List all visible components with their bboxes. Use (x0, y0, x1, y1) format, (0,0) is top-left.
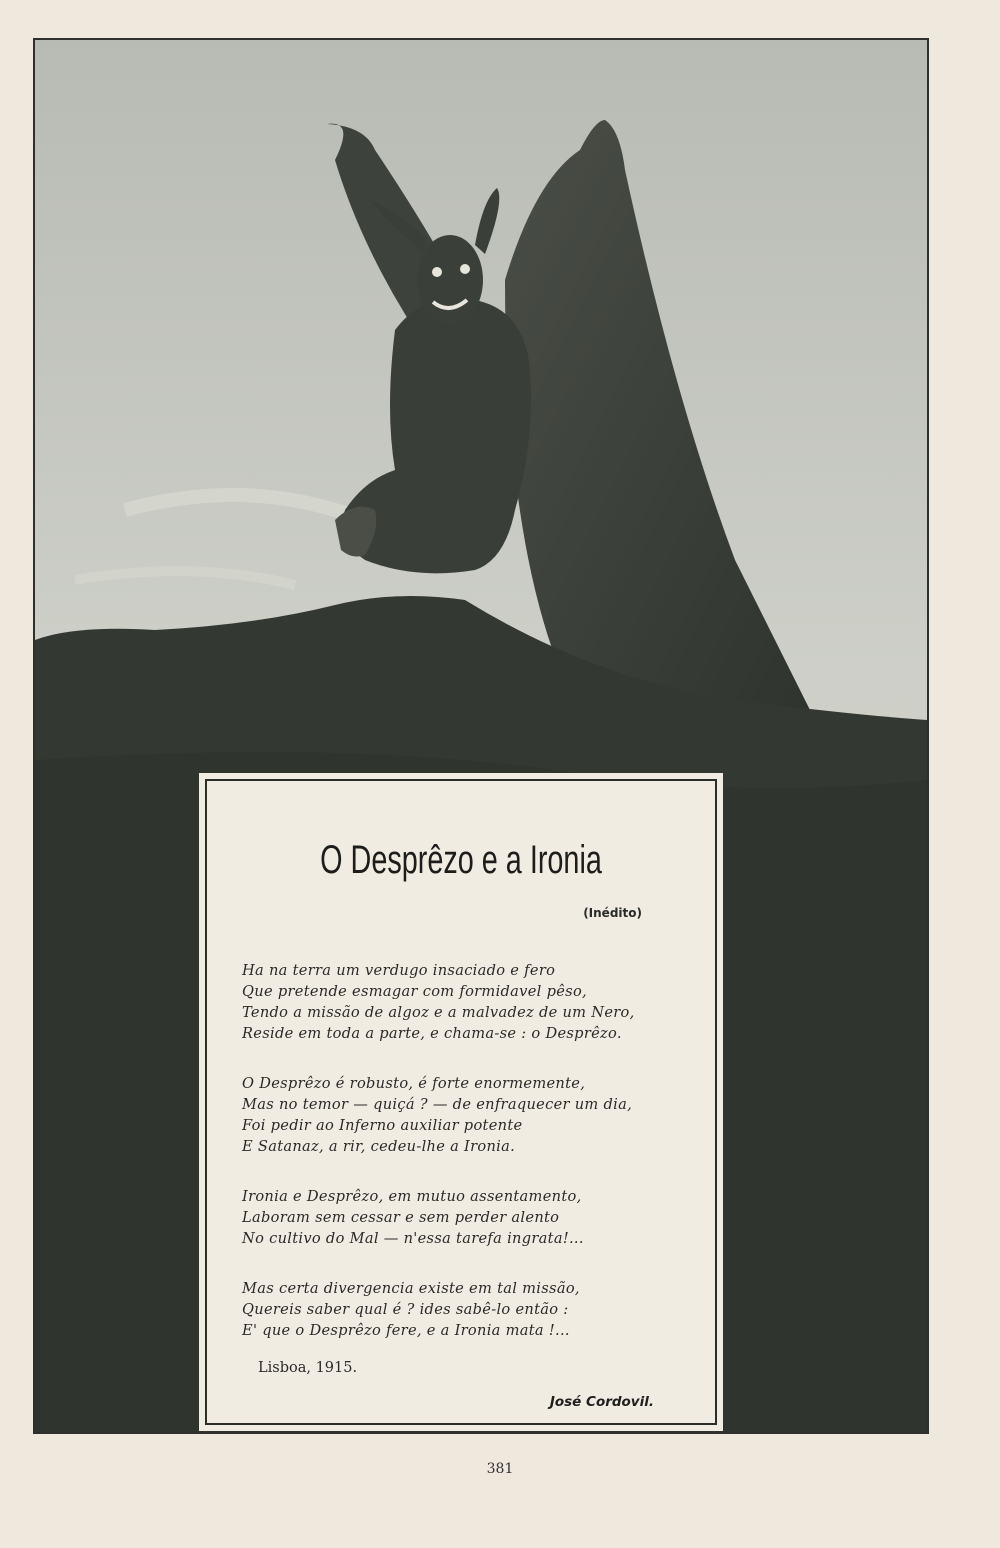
verse-line: Ironia e Desprêzo, em mutuo assentamento, (242, 1188, 582, 1205)
poem-panel (199, 773, 723, 1431)
right-eye (460, 264, 470, 274)
verse-line: Ha na terra um verdugo insaciado e fero (242, 962, 556, 979)
stanza-2 (242, 1073, 682, 1157)
verse-line: Reside em toda a parte, e chama-se : o Desprêzo. (242, 1025, 622, 1042)
verse-line: E' que o Desprêzo fere, e a Ironia mata !... (242, 1322, 570, 1339)
verse-line: Que pretende esmagar com formidavel pêso, (242, 983, 587, 1000)
author-signature: José Cordovil. (549, 1394, 654, 1410)
verse-line: Laboram sem cessar e sem perder alento (242, 1209, 560, 1226)
verse-line: Tendo a missão de algoz e a malvadez de um Nero, (242, 1004, 635, 1021)
verse-line: No cultivo do Mal — n'essa tarefa ingrata!... (242, 1230, 584, 1247)
verse-line: Foi pedir ao Inferno auxiliar potente (242, 1117, 523, 1134)
verse-line: Mas no temor — quiçá ? — de enfraquecer um dia, (242, 1096, 633, 1113)
poem-title: O Desprêzo e a Ironia (320, 838, 602, 882)
page-number: 381 (486, 1461, 514, 1477)
verse-line: Quereis saber qual é ? ides sabê-lo então : (242, 1301, 569, 1318)
stanza-3 (242, 1186, 682, 1249)
devil-head (417, 235, 483, 325)
place-date: Lisboa, 1915. (258, 1360, 358, 1376)
poem-subtitle: (Inédito) (583, 906, 642, 920)
stanza-4 (242, 1278, 682, 1341)
verse-line: E Satanaz, a rir, cedeu-lhe a Ironia. (242, 1138, 516, 1155)
left-eye (432, 267, 442, 277)
verse-line: O Desprêzo é robusto, é forte enormemente, (242, 1075, 586, 1092)
verse-line: Mas certa divergencia existe em tal missão, (242, 1280, 580, 1297)
stanza-1 (242, 960, 682, 1044)
